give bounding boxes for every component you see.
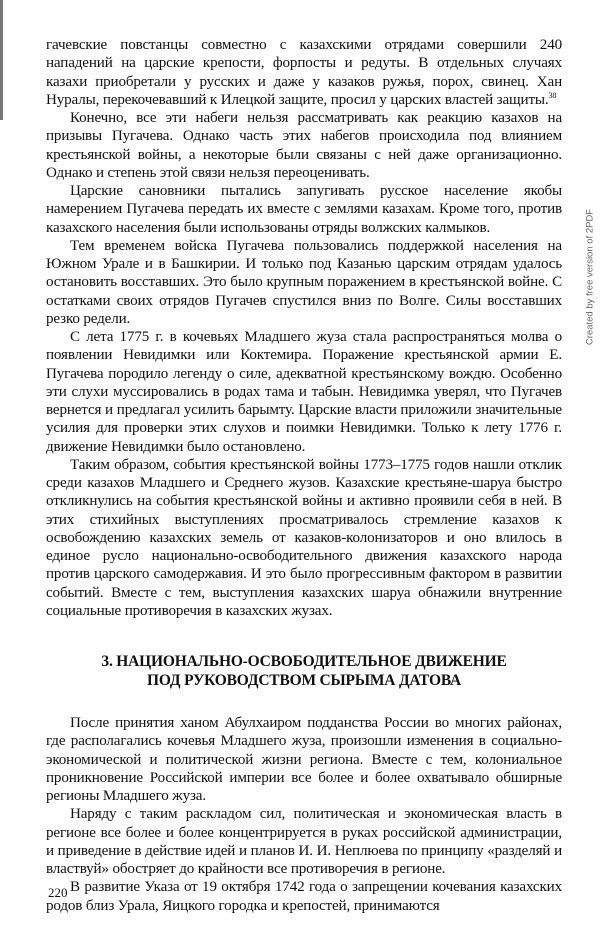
- page-number: 220: [48, 885, 68, 900]
- paragraph: Таким образом, события крестьянской войны 1773–1775 годов нашли отклик среди казахов Младшего и Среднего жузов. Казахские крестьяне-шаруа быстро откликнулись на события крестьянской войны и активно проявили себя в ней. В этих стихийных выступлениях просматривалось стремление казахов к освобождению казахских земель от казаков-колонизаторов и оно влилось в единое русло национально-освободительного движения казахского народа против царского самодержавия. И это было прогрессивным фактором в развитии событий. Вместе с тем, выступления казахских шаруа обнажили внутренние социальные противоречия в казахских жузах.: [46, 456, 562, 619]
- paragraph: Царские сановники пытались запугивать русское население якобы намерением Пугачева передать их вместе с землями казахам. Кроме того, против казахского населения были использованы отряды волжских калмыков.: [46, 183, 562, 236]
- paragraph: В развитие Указа от 19 октября 1742 года о запрещении кочевания казахских родов близ Урала, Яицкого городка и крепостей, принимаются: [46, 879, 562, 914]
- page-edge-shadow: [0, 0, 3, 120]
- watermark-text: Created by free version of 2PDF: [584, 208, 596, 346]
- text-column: [46, 36, 562, 915]
- section-heading-line: ПОД РУКОВОДСТВОМ СЫРЫМА ДАТОВА: [146, 672, 461, 689]
- footnote-marker: 38: [548, 90, 557, 100]
- section-heading-line: 3. НАЦИОНАЛЬНО-ОСВОБОДИТЕЛЬНОЕ ДВИЖЕНИЕ: [101, 653, 507, 670]
- watermark: [583, 202, 597, 352]
- paragraph: После принятия ханом Абулхаиром подданства России во многих районах, где располагались кочевья Младшего жуза, произошли изменения в социально-экономической и политической жизни региона. Вместе с тем, колониальное проникновение Российской империи все более и более охватывало обширные регионы Младшего жуза.: [46, 715, 562, 804]
- paragraph: [46, 36, 562, 109]
- paragraph: Конечно, все эти набеги нельзя рассматривать как реакцию казахов на призывы Пугачева. Однако часть этих набегов происходила под влиянием крестьянской войны, а некоторые были связаны с ней даже организационно. Однако и степень этой связи нельзя переоценивать.: [46, 110, 562, 181]
- paragraph: С лета 1775 г. в кочевьях Младшего жуза стала распространяться молва о появлении Невидимки или Коктемира. Поражение крестьянской армии Е. Пугачева породило легенду о силе, адекватной крестьянскому вождю. Особенно эти слухи муссировались в родах тама и табын. Невидимка уверял, что Пугачев вернется и предлагал усилить барымту. Царские власти приложили значительные усилия для проверки этих слухов и поимки Невидимки. Только к лету 1776 г. движение Невидимки было остановлено.: [46, 329, 562, 455]
- paragraph: Тем временем войска Пугачева пользовались поддержкой населения на Южном Урале и в Башкирии. И только под Казанью царским отрядам удалось остановить восставших. Это было крупным поражением в крестьянской войне. С остатками своих отрядов Пугачев спустился вниз по Волге. Силы восставших резко редели.: [46, 237, 562, 327]
- paragraph-text: гачевские повстанцы совместно с казахскими отрядами совершили 240 нападений на царские крепости, форпосты и редуты. В отдельных случаях казахи приобретали у русских и даже у казаков ружья, порох, свинец. Хан Нуралы, перекочевавший к Илецкой защите, просил у царских властей защиты.: [46, 37, 562, 108]
- paragraph: Наряду с таким раскладом сил, политическая и экономическая власть в регионе все более и более концентрируется в руках российской администрации, и приведение в действие идей и планов И. И. Неплюева по принципу «разделяй и властвуй» обостряет до крайности все противоречия в регионе.: [46, 806, 562, 877]
- section-heading: [46, 652, 562, 690]
